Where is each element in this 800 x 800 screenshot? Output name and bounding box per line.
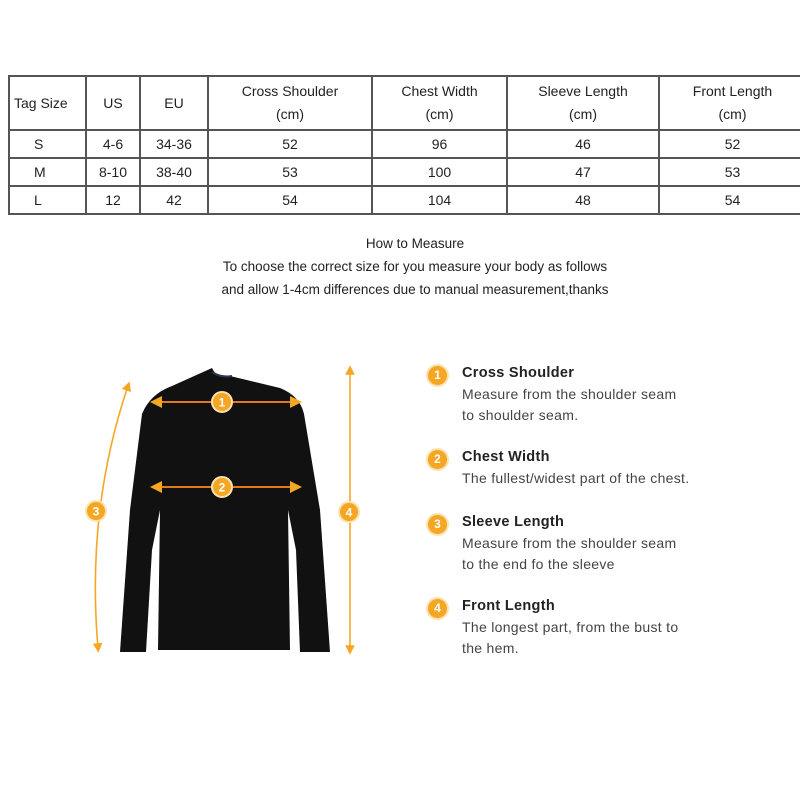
table-header-row <box>9 76 800 130</box>
legend-title: Sleeve Length <box>462 514 565 530</box>
number-4-badge: 4 <box>428 599 447 618</box>
cell-tag-size: S <box>9 130 86 158</box>
table-row <box>9 130 800 158</box>
legend-title: Front Length <box>462 598 555 614</box>
marker-4-badge <box>339 502 359 522</box>
cell-tag-size: L <box>9 186 86 214</box>
cell-front-length: 53 <box>659 158 800 186</box>
number-1-badge: 1 <box>428 366 447 385</box>
table-row <box>9 158 800 186</box>
header-tag-size: Tag Size <box>9 76 86 130</box>
cell-eu: 42 <box>140 186 208 214</box>
cell-cross-shoulder: 52 <box>208 130 372 158</box>
legend-item-front-length <box>428 595 788 659</box>
cell-cross-shoulder: 53 <box>208 158 372 186</box>
cell-tag-size: M <box>9 158 86 186</box>
header-eu: EU <box>140 76 208 130</box>
legend-description: Measure from the shoulder seam to shoulder seam. <box>462 386 677 423</box>
header-cross-shoulder: Cross Shoulder (cm) <box>208 76 372 130</box>
svg-text:2: 2 <box>218 480 226 495</box>
legend-item-cross-shoulder <box>428 362 788 426</box>
header-front-length: Front Length (cm) <box>659 76 800 130</box>
cell-chest-width: 96 <box>372 130 507 158</box>
marker-3-badge <box>86 501 106 521</box>
header-us: US <box>86 76 140 130</box>
header-chest-width: Chest Width (cm) <box>372 76 507 130</box>
legend-description: Measure from the shoulder seam to the end fo the sleeve <box>462 535 677 572</box>
cell-front-length: 52 <box>659 130 800 158</box>
cell-us: 8-10 <box>86 158 140 186</box>
cell-us: 12 <box>86 186 140 214</box>
legend-description: The fullest/widest part of the chest. <box>462 470 690 486</box>
cell-us: 4-6 <box>86 130 140 158</box>
cell-sleeve-length: 47 <box>507 158 659 186</box>
intro-text-line-2: and allow 1-4cm differences due to manual measurement,thanks <box>221 282 609 297</box>
legend-description: The longest part, from the bust to the hem. <box>462 619 679 656</box>
cell-front-length: 54 <box>659 186 800 214</box>
cell-eu: 38-40 <box>140 158 208 186</box>
table-row <box>9 186 800 214</box>
svg-text:1: 1 <box>218 395 226 410</box>
cell-sleeve-length: 48 <box>507 186 659 214</box>
intro-text-line-1: To choose the correct size for you measure your body as follows <box>222 259 608 274</box>
number-3-badge: 3 <box>428 515 447 534</box>
svg-text:3: 3 <box>92 504 100 519</box>
size-chart-table <box>8 75 800 215</box>
legend-item-sleeve-length <box>428 511 788 575</box>
header-sleeve-length: Sleeve Length (cm) <box>507 76 659 130</box>
legend-title: Chest Width <box>462 449 550 465</box>
cell-sleeve-length: 46 <box>507 130 659 158</box>
number-2-badge: 2 <box>428 450 447 469</box>
cell-chest-width: 100 <box>372 158 507 186</box>
how-to-measure-heading: How to Measure <box>365 236 465 251</box>
measurement-legend <box>428 362 788 679</box>
legend-item-chest-width <box>428 446 788 489</box>
marker-1-badge <box>212 392 232 412</box>
marker-2-badge <box>212 477 232 497</box>
svg-text:4: 4 <box>345 505 353 520</box>
cell-chest-width: 104 <box>372 186 507 214</box>
legend-title: Cross Shoulder <box>462 365 575 381</box>
cell-cross-shoulder: 54 <box>208 186 372 214</box>
cell-eu: 34-36 <box>140 130 208 158</box>
sweater-measure-diagram <box>0 350 400 670</box>
